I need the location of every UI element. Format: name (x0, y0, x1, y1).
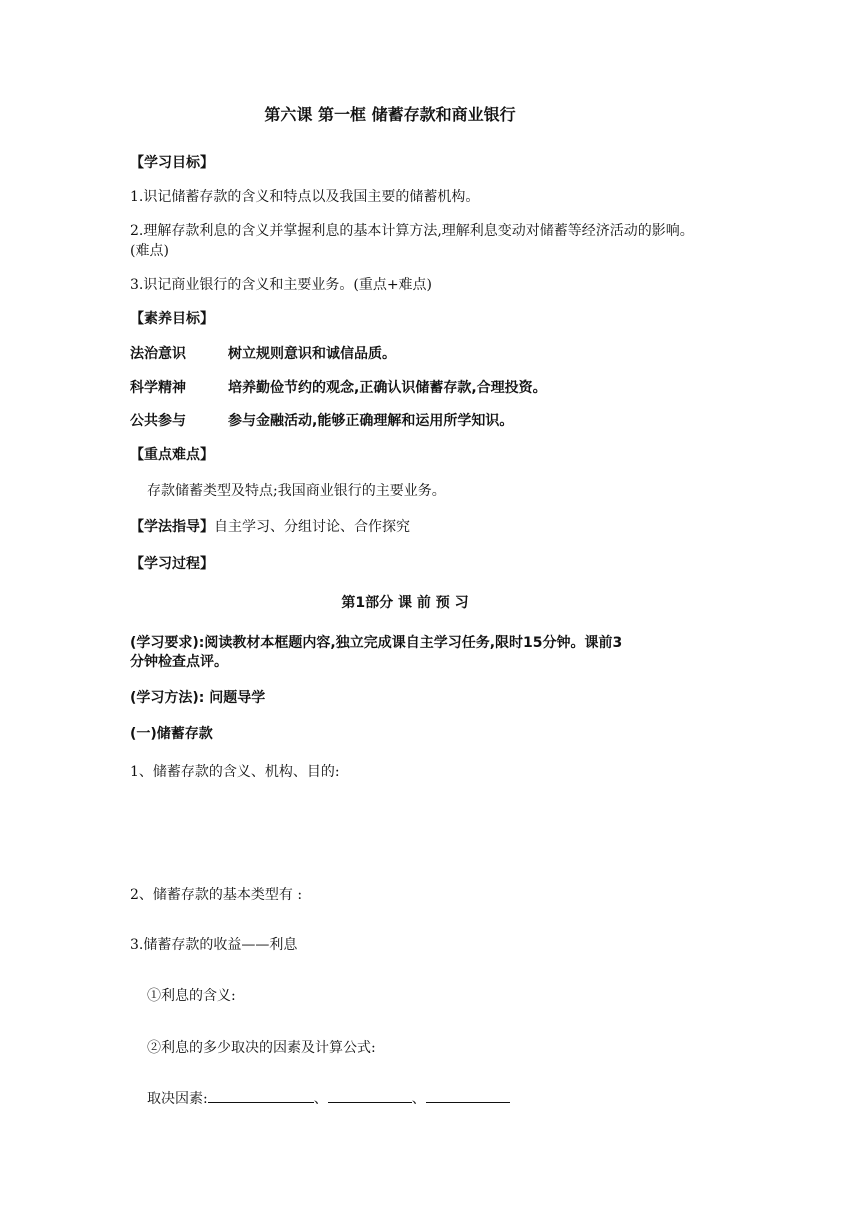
literacy-goals-heading: 【素养目标】 (130, 311, 214, 327)
separator: 、 (411, 1091, 426, 1107)
method-heading: 【学法指导】 (130, 519, 214, 535)
literacy-text: 树立规则意识和诚信品质。 (228, 346, 396, 362)
method-line (130, 516, 410, 538)
method-text: 自主学习、分组讨论、合作探究 (214, 519, 410, 535)
learning-goal-2: 2.理解存款利息的含义并掌握利息的基本计算方法,理解利息变动对储蓄等经济活动的影响。 (130, 223, 694, 239)
literacy-label: 科学精神 (130, 380, 186, 396)
literacy-item-rule-of-law (130, 343, 396, 365)
key-points-text: 存款储蓄类型及特点;我国商业银行的主要业务。 (147, 483, 446, 499)
learning-goal-3: 3.识记商业银行的含义和主要业务。(重点+难点) (130, 277, 433, 293)
literacy-label: 公共参与 (130, 413, 186, 429)
literacy-label: 法治意识 (130, 346, 186, 362)
literacy-item-public (130, 410, 513, 432)
section-heading-savings: (一)储蓄存款 (130, 726, 213, 742)
key-points-heading: 【重点难点】 (130, 447, 214, 463)
factors-label: 取决因素: (147, 1091, 208, 1107)
separator: 、 (313, 1091, 328, 1107)
literacy-item-science (130, 377, 547, 399)
question-1: 1、储蓄存款的含义、机构、目的: (130, 764, 340, 780)
requirement-line-2: 分钟检查点评。 (130, 654, 228, 670)
learning-goal-2-note: (难点) (130, 243, 169, 259)
part-title: 第1部分 课 前 预 习 (341, 595, 469, 611)
question-3: 3.储蓄存款的收益——利息 (130, 937, 298, 953)
question-3-2: ②利息的多少取决的因素及计算公式: (147, 1040, 376, 1056)
literacy-text: 参与金融活动,能够正确理解和运用所学知识。 (228, 413, 514, 429)
study-method-line: (学习方法): 问题导学 (130, 690, 266, 706)
learning-goals-heading: 【学习目标】 (130, 155, 214, 171)
question-2: 2、储蓄存款的基本类型有 : (130, 887, 303, 903)
requirement-line-1: (学习要求):阅读教材本框题内容,独立完成课自主学习任务,限时15分钟。课前3 (130, 635, 623, 651)
factors-line (147, 1087, 510, 1110)
answer-blank[interactable] (426, 1087, 510, 1103)
page-title: 第六课 第一框 储蓄存款和商业银行 (264, 105, 516, 124)
process-heading: 【学习过程】 (130, 556, 214, 572)
learning-goal-1: 1.识记储蓄存款的含义和特点以及我国主要的储蓄机构。 (130, 189, 480, 205)
answer-blank[interactable] (328, 1087, 412, 1103)
literacy-text: 培养勤俭节约的观念,正确认识储蓄存款,合理投资。 (228, 380, 547, 396)
answer-blank[interactable] (208, 1087, 314, 1103)
question-3-1: ①利息的含义: (147, 988, 236, 1004)
